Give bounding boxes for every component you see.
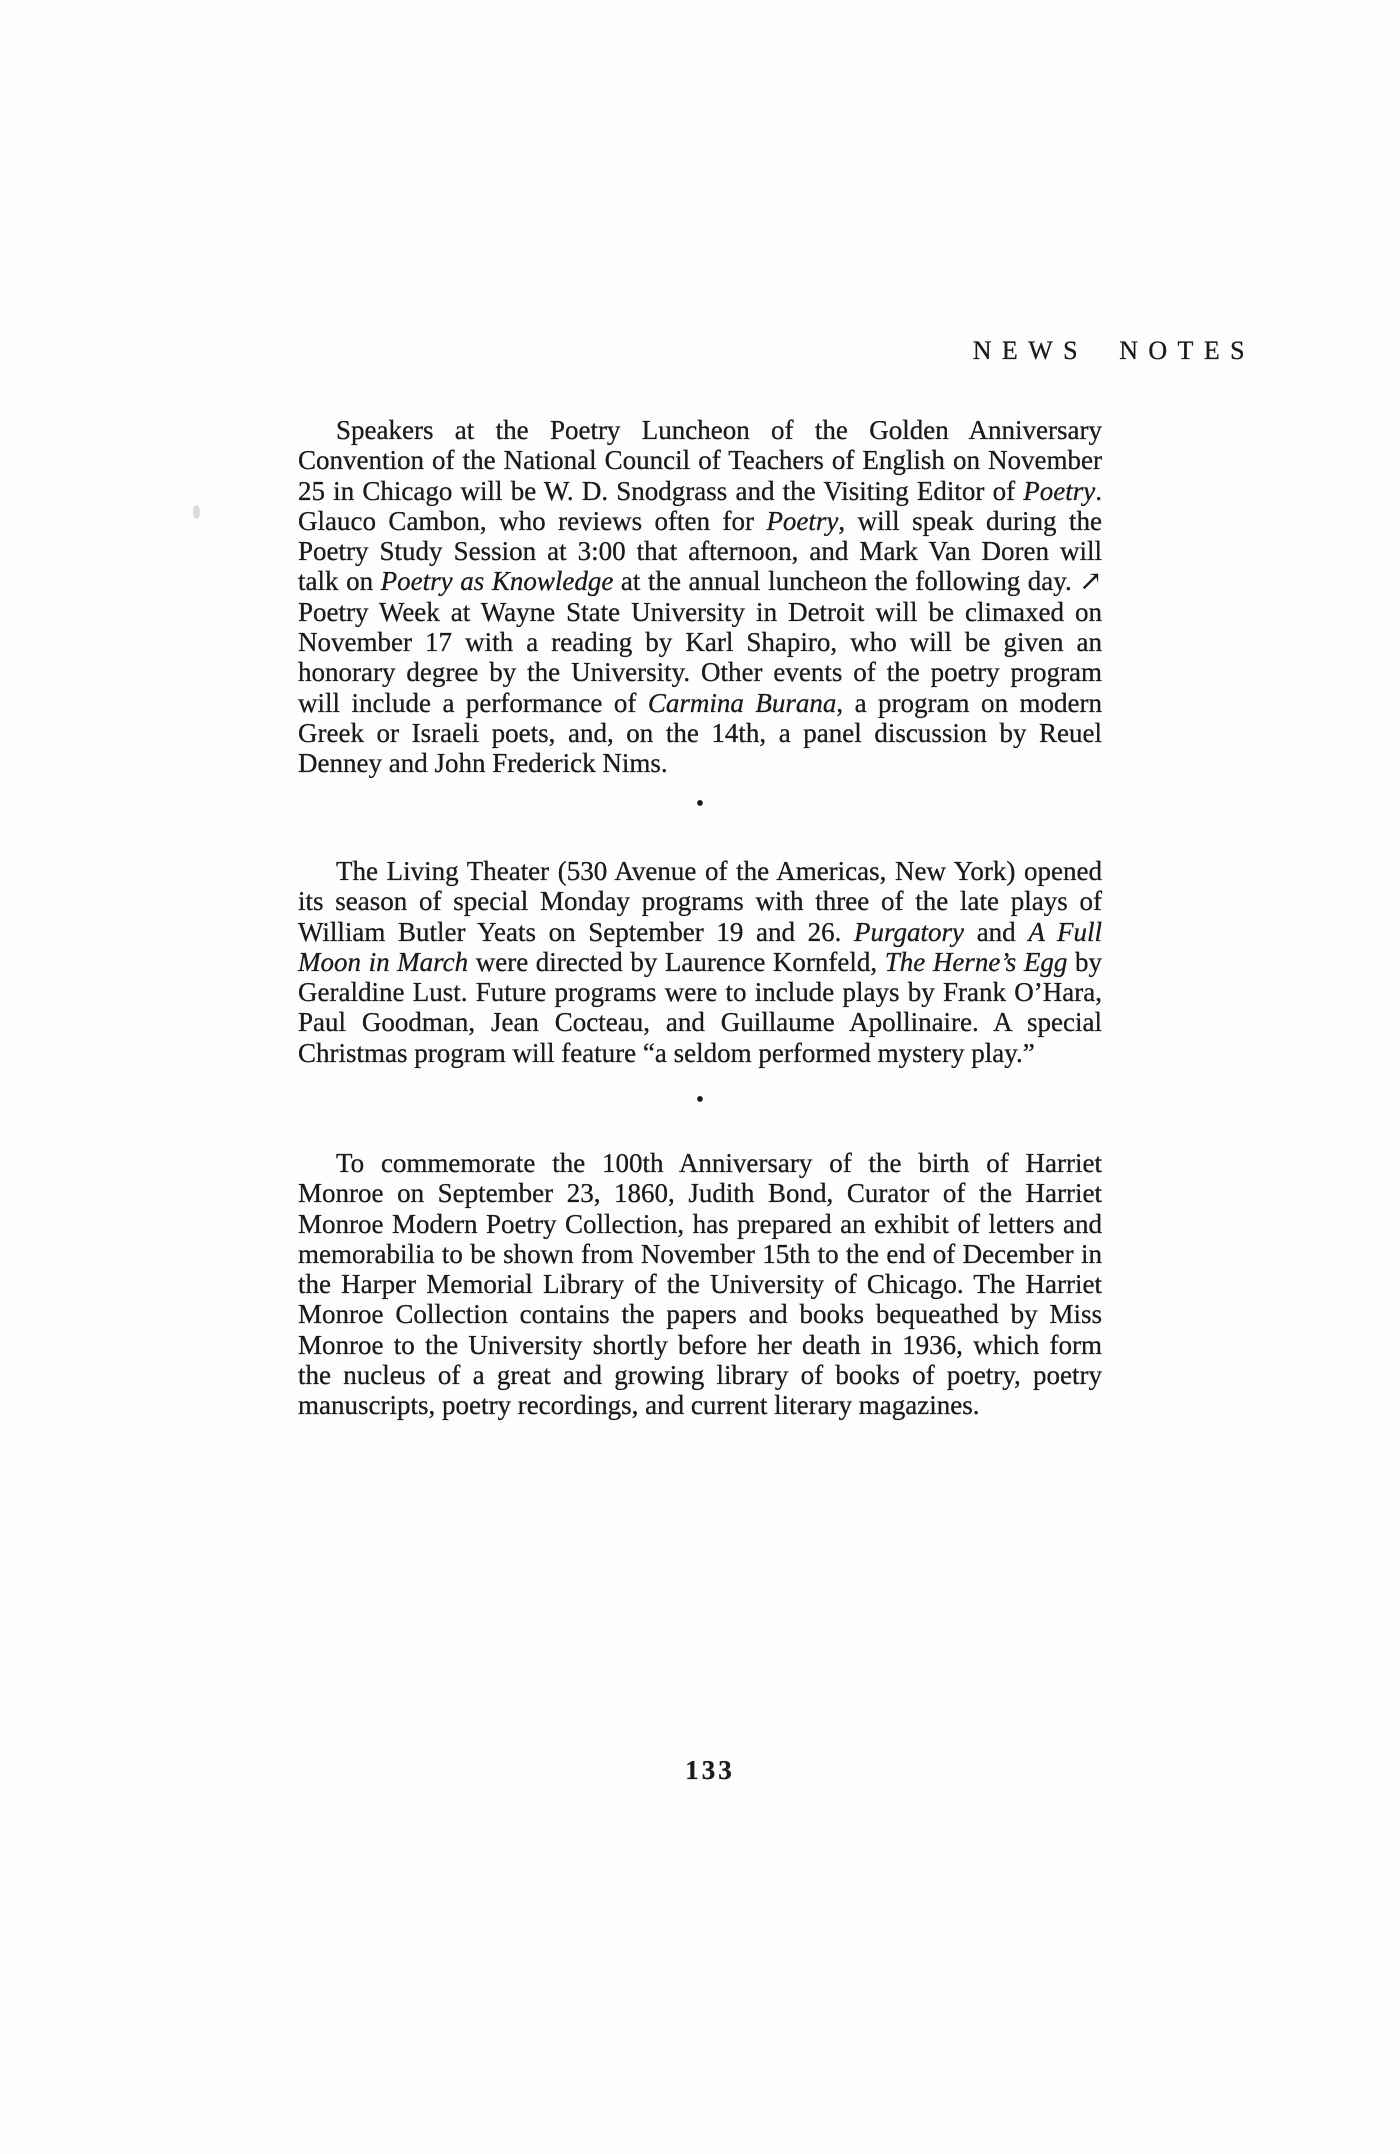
article-paragraph: Speakers at the Poetry Luncheon of the Golden Anniversary Convention of the National Council of Teachers of English on November 25 in Chicago will be W. D. Snodgrass and the Visiting Editor of Poetry. Glauco Cambon, who reviews often for Poetry, will speak during the Poetry Study Session at 3:00 that afternoon, and Mark Van Doren will talk on Poetry as Knowledge at the annual luncheon the following day. ↗ Poetry Week at Wayne State University in Detroit will be climaxed on November 17 with a reading by Karl Shapiro, who will be given an honorary degree by the University. Other events of the poetry program will include a performance of Carmina Burana, a program on modern Greek or Israeli poets, and, on the 14th, a panel discussion by Reuel Denney and John Frederick Nims. xyxy=(298,415,1102,779)
running-header: NEWS NOTES xyxy=(972,336,1255,365)
article-harriet-monroe xyxy=(298,1148,1102,1421)
scan-artifact xyxy=(193,505,200,519)
page-number: 133 xyxy=(685,1755,735,1785)
section-separator-bullet: • xyxy=(695,791,705,817)
article-paragraph: The Living Theater (530 Avenue of the Americas, New York) opened its season of special Monday programs with three of the late plays of William Butler Yeats on September 19 and 26. Purgatory and A Full Moon in March were directed by Laurence Kornfeld, The Herne’s Egg by Geraldine Lust. Future programs were to include plays by Frank O’Hara, Paul Goodman, Jean Cocteau, and Guillaume Apollinaire. A special Christmas program will feature “a seldom performed mystery play.” xyxy=(298,856,1102,1068)
article-paragraph: To commemorate the 100th Anniversary of the birth of Harriet Monroe on September 23, 1860, Judith Bond, Curator of the Harriet Monroe Modern Poetry Collection, has prepared an exhibit of letters and memorabilia to be shown from November 15th to the end of December in the Harper Memorial Library of the University of Chicago. The Harriet Monroe Collection contains the papers and books bequeathed by Miss Monroe to the University shortly before her death in 1936, which form the nucleus of a great and growing library of books of poetry, poetry manuscripts, poetry recordings, and current literary magazines. xyxy=(298,1148,1102,1421)
section-separator-bullet: • xyxy=(695,1087,705,1113)
article-poetry-luncheon xyxy=(298,415,1102,779)
article-living-theater xyxy=(298,856,1102,1068)
